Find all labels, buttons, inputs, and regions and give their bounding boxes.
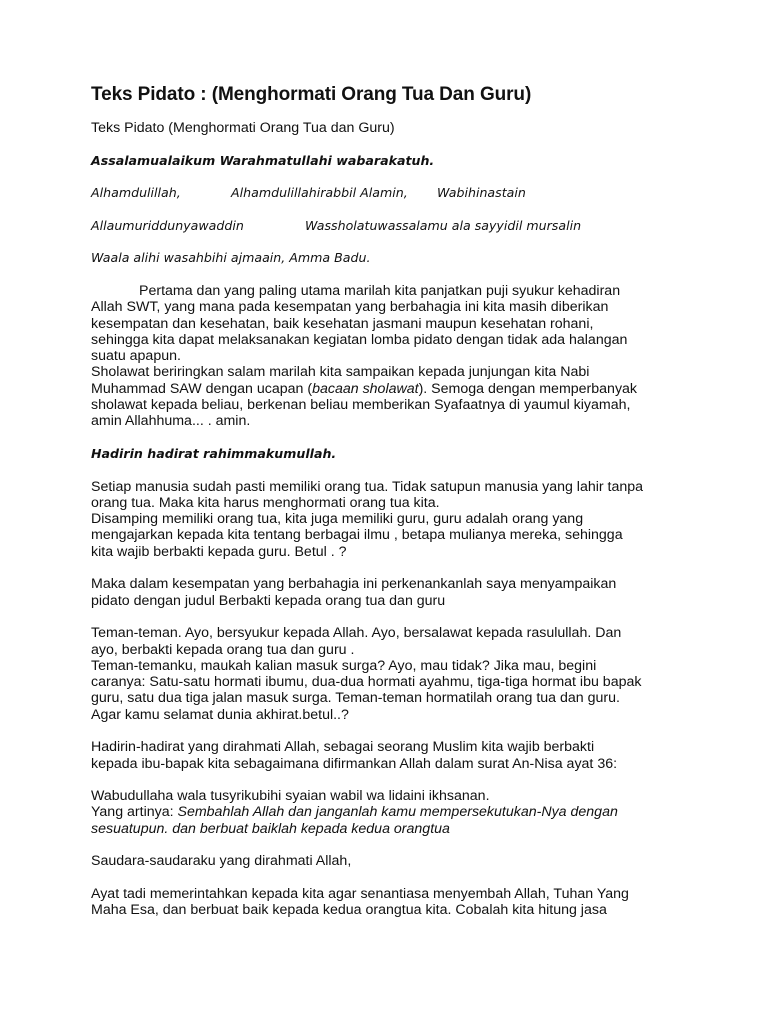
document-title: Teks Pidato : (Menghormati Orang Tua Dan Guru) — [91, 84, 532, 105]
paragraph-line: suatu apapun. — [91, 348, 181, 365]
opening-phrase: Allaumuriddunyawaddin — [91, 217, 244, 233]
italic-text-run: Sembahlah Allah dan janganlah kamu mempersekutukan-Nya dengan — [177, 804, 618, 821]
paragraph-line: Ayat tadi memerintahkan kepada kita agar senantiasa menyembah Allah, Tuhan Yang — [91, 885, 629, 902]
paragraph-line: Maka dalam kesempatan yang berbahagia ini perkenankanlah saya menyampaikan — [91, 576, 617, 593]
text-run: Yang artinya: — [91, 804, 178, 821]
opening-phrase: Wassholatuwassalamu ala sayyidil mursalin — [305, 217, 582, 233]
paragraph-line: Sholawat beriringkan salam marilah kita sampaikan kepada junjungan kita Nabi — [91, 364, 590, 381]
paragraph-line: sesuatupun. dan berbuat baiklah kepada kedua orangtua — [91, 820, 450, 837]
text-run: Muhammad SAW dengan ucapan ( — [91, 380, 313, 397]
subtitle: Teks Pidato (Menghormati Orang Tua dan Guru) — [91, 120, 395, 136]
paragraph-line: ayo, berbakti kepada orang tua dan guru . — [91, 641, 355, 658]
opening-phrase: Wabihinastain — [437, 185, 526, 201]
paragraph-line: Wabudullaha wala tusyrikubihi syaian wabil wa lidaini ikhsanan. — [91, 788, 490, 805]
opening-phrase: Alhamdulillahirabbil Alamin, — [231, 185, 408, 201]
paragraph-line: Maha Esa, dan berbuat baik kepada kedua orangtua kita. Cobalah kita hitung jasa — [91, 902, 607, 919]
paragraph-line: Teman-teman. Ayo, bersyukur kepada Allah. Ayo, bersalawat kepada rasulullah. Dan — [91, 625, 622, 642]
opening-row-2 — [91, 218, 691, 234]
opening-phrase: Alhamdulillah, — [91, 185, 181, 201]
paragraph-line: caranya: Satu-satu hormati ibumu, dua-dua hormati ayahmu, tiga-tiga hormat ibu bapak — [91, 674, 642, 691]
paragraph-line: Disamping memiliki orang tua, kita juga memiliki guru, guru adalah orang yang — [91, 511, 584, 528]
paragraph-line: Setiap manusia sudah pasti memiliki orang tua. Tidak satupun manusia yang lahir tanpa — [91, 478, 644, 495]
paragraph-line: kita wajib berbakti kepada guru. Betul . ? — [91, 543, 347, 560]
section-heading: Hadirin hadirat rahimmakumullah. — [91, 445, 337, 461]
paragraph-line — [91, 381, 691, 397]
paragraph-line: sholawat kepada beliau, berkenan beliau memberikan Syafaatnya di yaumul kiyamah, — [91, 397, 631, 414]
text-run: ). Semoga dengan memperbanyak — [418, 380, 638, 397]
paragraph-line: Saudara-saudaraku yang dirahmati Allah, — [91, 853, 352, 870]
paragraph-line: kesempatan dan kesehatan, baik kesehatan jasmani maupun kesehatan rohani, — [91, 315, 594, 332]
paragraph-line: sehingga kita dapat melaksanakan kegiatan lomba pidato dengan tidak ada halangan — [91, 331, 628, 348]
paragraph-line: Allah SWT, yang mana pada kesempatan yang berbahagia ini kita masih diberikan — [91, 299, 609, 316]
paragraph-line — [91, 804, 691, 820]
paragraph-line: kepada ibu-bapak kita sebagaimana difirmankan Allah dalam surat An-Nisa ayat 36: — [91, 755, 618, 772]
greeting: Assalamualaikum Warahmatullahi wabarakatuh. — [91, 152, 435, 168]
paragraph-line: mengajarkan kepada kita tentang berbagai ilmu , betapa mulianya mereka, sehingga — [91, 527, 623, 544]
paragraph-line: Pertama dan yang paling utama marilah kita panjatkan puji syukur kehadiran — [139, 282, 621, 299]
document-page — [91, 84, 691, 919]
paragraph-line: amin Allahhuma... . amin. — [91, 413, 251, 430]
paragraph-line: orang tua. Maka kita harus menghormati orang tua kita. — [91, 494, 440, 511]
paragraph-line: Teman-temanku, maukah kalian masuk surga? Ayo, mau tidak? Jika mau, begini — [91, 657, 597, 674]
paragraph-line: Agar kamu selamat dunia akhirat.betul..? — [91, 706, 349, 723]
opening-row-3: Waala alihi wasahbihi ajmaain, Amma Badu. — [91, 250, 371, 266]
paragraph-line: Hadirin-hadirat yang dirahmati Allah, sebagai seorang Muslim kita wajib berbakti — [91, 739, 595, 756]
italic-text-run: bacaan sholawat — [312, 380, 419, 397]
opening-row-1 — [91, 185, 691, 201]
paragraph-line: guru, satu dua tiga jalan masuk surga. Teman-teman hormatilah orang tua dan guru. — [91, 690, 620, 707]
paragraph-line: pidato dengan judul Berbakti kepada orang tua dan guru — [91, 592, 446, 609]
